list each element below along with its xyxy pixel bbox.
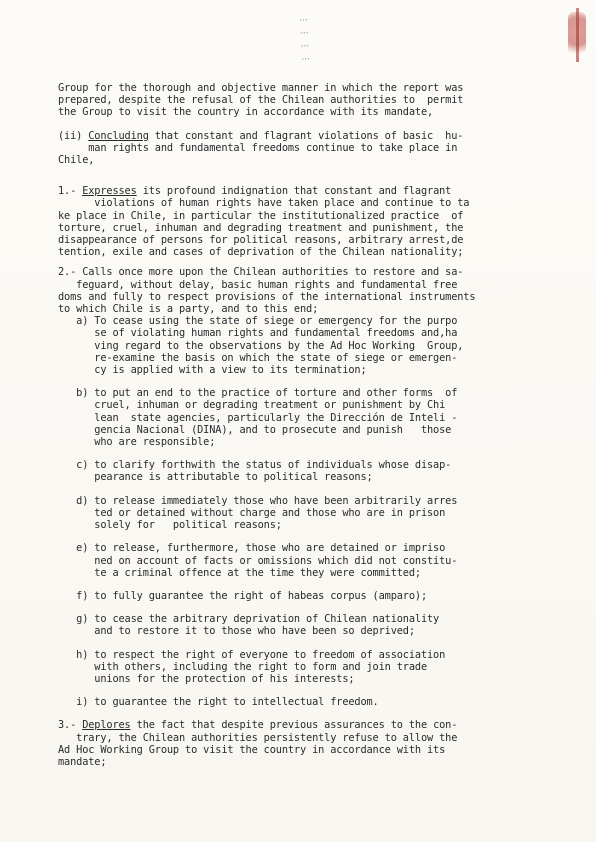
document-body xyxy=(58,82,558,768)
keyword-concluding: Concluding xyxy=(88,129,149,142)
subparagraph-g: g) to cease the arbitrary deprivation of Chilean nationality and to restore it to those who have been so deprived; xyxy=(58,613,440,638)
operative-paragraph-2: 2.- Calls once more upon the Chilean authorities to restore and sa- feguard, without delay, basic human rights and fundamental free doms and fully to respect provisions of the international instruments to which Chile is a party, and to this end; xyxy=(58,266,476,316)
keyword-expresses: Expresses xyxy=(82,185,137,198)
keyword-deplores: Deplores xyxy=(82,719,131,732)
subparagraph-i: i) to guarantee the right to intellectual freedom. xyxy=(58,696,379,709)
subparagraph-b: b) to put an end to the practice of torture and other forms of cruel, inhuman or degrading treatment or punishment by Chi lean state agencies, particularly the Dirección de Inteli - gencia Nacional (DINA), and to prosecute and punish those who are responsible; xyxy=(58,387,458,449)
subparagraph-h: h) to respect the right of everyone to freedom of association with others, including the right to form and join trade unions for the protection of his interests; xyxy=(58,648,446,685)
preamble-ii: (ii) Concluding that constant and flagrant violations of basic hu- man rights and fundamental freedoms continue to take place in Chile, xyxy=(58,129,464,167)
subparagraph-d: d) to release immediately those who have been arbitrarily arres ted or detained without charge and those who are in prison solely for political reasons; xyxy=(58,494,458,532)
operative-paragraph-1: 1.- Expresses its profound indignation that constant and flagrant violations of human rights have taken place and continue to ta ke place in Chile, in particular the institutionalized practice of torture, cruel, inhuman and degrading treatment and punishment, the disappearance of persons for political reasons, arbitrary arrest,de tention, exile and cases of deprivation of the Chilean nationality; xyxy=(58,185,470,259)
subparagraph-a: a) To cease using the state of siege or emergency for the purpo se of violating human rights and fundamental freedoms and,ha ving regard to the observations by the Ad Hoc Working Group, re-examine the basis on which the state of siege or emergen- cy is applied with a view to its termination; xyxy=(58,315,464,377)
subparagraph-c: c) to clarify forthwith the status of individuals whose disap- pearance is attributable to political reasons; xyxy=(58,459,452,484)
staple-mark xyxy=(576,8,579,62)
operative-paragraph-3: 3.- Deplores the fact that despite previous assurances to the con- trary, the Chilean authorities persistently refuse to allow the Ad Hoc Working Group to visit the country in accordance with its mandate; xyxy=(58,719,458,768)
subparagraph-f: f) to fully guarantee the right of habeas corpus (amparo); xyxy=(58,589,428,602)
handwritten-note: ... ... ... ... xyxy=(298,13,311,63)
intro-paragraph: Group for the thorough and objective manner in which the report was prepared, despite the refusal of the Chilean authorities to permit the Group to visit the country in accordance with its mandate, xyxy=(58,82,464,119)
subparagraph-e: e) to release, furthermore, those who are detained or impriso ned on account of facts or omissions which did not constitu- te a criminal offence at the time they were committed; xyxy=(58,542,458,579)
